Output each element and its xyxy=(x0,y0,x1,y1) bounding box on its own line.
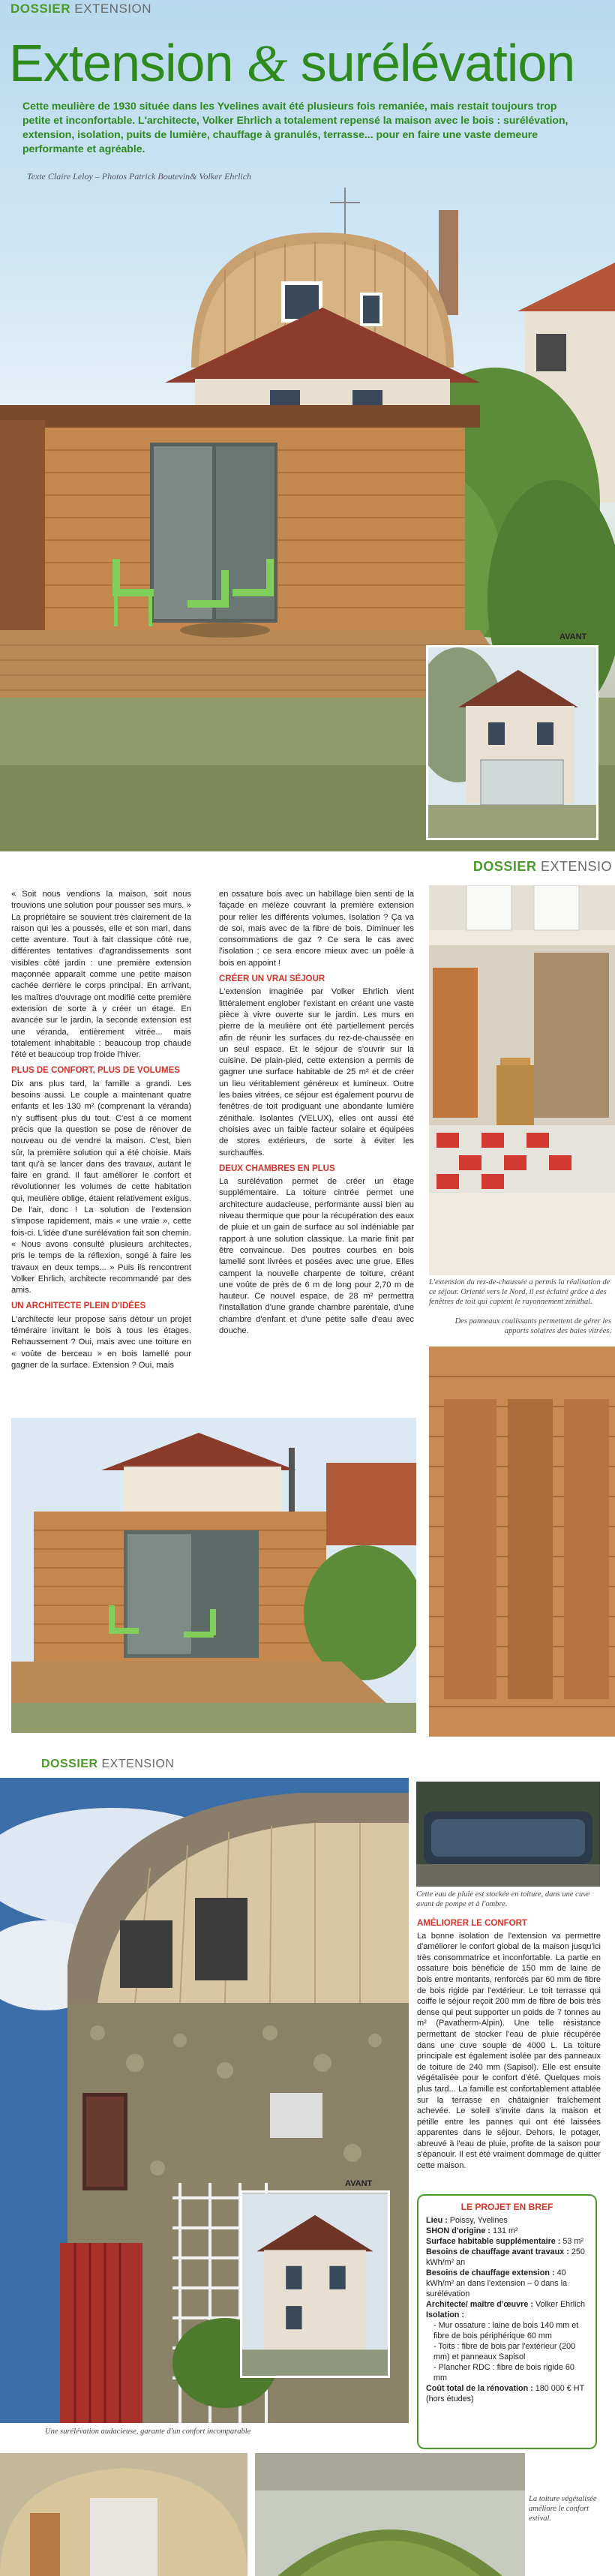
section-heading: UN ARCHITECTE PLEIN D'IDÉES xyxy=(11,1302,146,1311)
before-photo-inset-p3 xyxy=(240,2190,390,2378)
section-heading: PLUS DE CONFORT, PLUS DE VOLUMES xyxy=(11,1066,180,1076)
brief-row-label: Surface habitable supplémentaire : xyxy=(426,2237,561,2246)
section-heading: CRÉER UN VRAI SÉJOUR xyxy=(219,974,326,984)
brief-row-value: - Plancher RDC : fibre de bois rigide 60 mm xyxy=(434,2363,574,2382)
brief-row-value: 53 m² xyxy=(562,2237,584,2246)
section-tag-right: DOSSIER EXTENSIO xyxy=(472,859,612,874)
brief-row xyxy=(426,2320,588,2341)
article-paragraph: en ossature bois avec un habillage bien senti de la façade en mélèze couvrant la première extension pour relier les différents volumes. Isolation ? Ça va de soi, mais avec de la fibre de bois. Diminuer les consommations de gaz ? Ce sera le cas avec l'isolation ; ce sera encore mieux avec un poêle à bois en appoint ! xyxy=(219,890,414,968)
brief-row xyxy=(426,2299,588,2310)
caption-green-roof: La toiture végétalisée améliore le confort estival. xyxy=(529,2495,597,2523)
project-brief-box xyxy=(417,2194,597,2449)
page-2 xyxy=(0,851,615,1752)
comfort-section xyxy=(417,1918,601,2172)
article-title: Extension & surélévation xyxy=(9,34,575,93)
article-credits: Texte Claire Leloy – Photos Patrick Boutevin& Volker Ehrlich xyxy=(27,171,252,182)
photo-interior-living xyxy=(429,885,615,1275)
before-photo-inset xyxy=(426,645,598,840)
brief-row-value: 180 000 € HT (hors études) xyxy=(426,2384,584,2403)
brief-row-label: Isolation : xyxy=(426,2310,464,2319)
brief-row xyxy=(426,2310,588,2320)
article-paragraph: L'extension imaginée par Volker Ehrlich vient littéralement englober l'existant en créant une vaste pièce à vivre ouverte sur le jardin. Les murs en pierre de la meulière ont été partiellement percés afin de réunir les surfaces du rez-de-chaussée en un seul espace. Et le séjour de s'ouvrir sur la cuisine. De plain-pied, cette extension a permis de gagner une surface habitable de 25 m² et de créer un lieu véritablement généreux et lumineux. Outre les baies vitrées, ce séjour est également pourvu de fenêtres de toit prodiguant une abondante lumière zénithale. Isolantes (VELUX), elles ont aussi été choisies avec un faible facteur solaire et équipées de stores extérieurs, de sorte à éviter les surchauffes. xyxy=(219,987,414,1157)
page-3 xyxy=(0,1752,615,2576)
photo-extension-exterior xyxy=(11,1418,416,1733)
page-1 xyxy=(0,0,615,851)
brief-row xyxy=(426,2236,588,2247)
brief-row xyxy=(426,2383,588,2404)
brief-row-label: Architecte/ maître d'œuvre : xyxy=(426,2300,533,2309)
section-tag: DOSSIER EXTENSION xyxy=(41,1758,175,1770)
photo-bottom-interior xyxy=(0,2453,248,2576)
before-label-outer: AVANT xyxy=(560,632,587,641)
brief-row xyxy=(426,2226,588,2236)
article-lead: Cette meulière de 1930 située dans les Yvelines avait été plusieurs fois remaniée, mais restait toujours trop petite et inconfortable. L'architecte, Volker Ehrlich a totalement repensé la maison avec le bois : surélévation, extension, isolation, puits de lumière, chauffage à granulés, terrasse... pour en faire une vaste demeure performante et agréable. xyxy=(22,100,568,155)
photo-rainwater-tank xyxy=(416,1782,600,1887)
section-tag: DOSSIER EXTENSION xyxy=(10,2,152,16)
project-brief-rows xyxy=(426,2215,588,2404)
brief-row xyxy=(426,2341,588,2362)
article-paragraph: L'architecte leur propose sans détour un projet téméraire invitant le bois à tous les étages. Rehaussement ? Oui, mais avec une toiture en « voûte de berceau » en bois lamellé pour gagner de la surface. Extension ? Oui, mais xyxy=(11,1314,191,1370)
brief-row-value: 250 kWh/m² an xyxy=(426,2247,585,2267)
caption-tank: Cette eau de pluie est stockée en toiture, dans une cuve avant de pompe et à l'ombre. xyxy=(416,1890,590,1908)
photo-wood-cladding xyxy=(429,1347,615,1737)
project-brief-title: LE PROJET EN BREF xyxy=(460,2202,554,2212)
comfort-heading: AMÉLIORER LE CONFORT xyxy=(417,1919,527,1928)
brief-row xyxy=(426,2247,588,2268)
article-column-2 xyxy=(219,889,414,1340)
brief-row-value: - Toits : fibre de bois par l'extérieur (200 mm) et panneaux Sapisol xyxy=(434,2342,576,2361)
section-heading: DEUX CHAMBRES EN PLUS xyxy=(219,1163,335,1173)
comfort-text: La bonne isolation de l'extension va permettre d'améliorer le confort global de la maison jusqu'ici très consommatrice et inconfortable. La partie en ossature bois bénéficie de 150 mm de laine de bois entre montants, renforcés par 60 mm de fibre de bois rigide par l'extérieur. Le toit terrasse qui coiffe le séjour reçoit 200 mm de fibre de bois très dense qui peut supporter un poids de 7 tonnes au m² (Pavatherm-Alpin). Une telle résistance permettant de stocker l'eau de pluie récupérée dans une cuve souple de 4000 L. La toiture principale est également isolée par des panneaux de toiture de 240 mm (Sapisol). Elle est ensuite végétalisée pour le confort d'été. Quelques mois plus tard... La famille est confortablement attablée sur la terrasse en châtaignier fraîchement achevée. Le soleil s'invite dans la maison et pétille entre les pannes qui ont été laissées apparentes dans le séjour. Dehors, le potager, abreuvé à l'eau de pluie, profite de la saison pour s'épanouir. Il est été vraiment dommage de quitter cette maison. xyxy=(417,1931,601,2171)
article-column-1 xyxy=(11,889,191,1374)
brief-row xyxy=(426,2268,588,2299)
brief-row-value: Volker Ehrlich xyxy=(535,2300,585,2309)
brief-row xyxy=(426,2215,588,2226)
article-paragraph: « Soit nous vendions la maison, soit nous trouvions une solution pour pousser ses murs. » La propriétaire se souvient très clairement de la raison qui les a poussés, elle et son mari, dans cette aventure. Tout à fait classique côté rue, différentes tentatives d'agrandissements sont visibles côté jardin : une première extension maçonnée apparaît comme une petite maison cachée derrière le corps principal. En arrivant, les maîtres d'ouvrage ont modifié cette première extension de sorte à y créer un étage. En avancée sur le jardin, la seconde extension est une véranda, entièrement vitrée... mais totalement inhabitable : beaucoup trop chaude l'été et beaucoup trop froide l'hiver. xyxy=(11,890,191,1060)
before-house-illustration xyxy=(428,647,598,840)
brief-row-value: 131 m² xyxy=(492,2226,518,2235)
brief-row-label: Besoins de chauffage avant travaux : xyxy=(426,2247,569,2256)
article-paragraph: La surélévation permet de créer un étage supplémentaire. La toiture cintrée permet une architecture audacieuse, performante aussi bien au niveau thermique que pour la récupération des eaux de pluie et un gain de surface au sol indéniable par rapport à une solution classique. La marie finit par être convaincue. Des poutres courbes en bois lamellé sont livrées et posées avec une grue. Elles campent la nouvelle charpente de toiture, créant une voûte de près de 6 m de long pour 2,70 m de hauteur. Ce nouvel espace, de 28 m² permettra l'installation d'une grande chambre parentale, d'une chambre d'enfant et d'une petite salle d'eau avec douche. xyxy=(219,1177,414,1335)
brief-row-label: Coût total de la rénovation : xyxy=(426,2384,533,2393)
brief-row-value: - Mur ossature : laine de bois 140 mm et fibre de bois périphérique 60 mm xyxy=(434,2321,579,2340)
photo-green-roof xyxy=(255,2453,525,2576)
caption-interior: L'extension du rez-de-chaussée a permis la réalisation de ce séjour. Orienté vers le Nord, il est éclairé grâce à des fenêtres de toit qui captent le rayonnement zénithal. xyxy=(429,1278,610,1306)
before-label-p3: AVANT xyxy=(345,2179,373,2188)
brief-row-label: Besoins de chauffage extension : xyxy=(426,2268,555,2277)
brief-row-value: 40 kWh/m² an dans l'extension – 0 dans la surélévation xyxy=(426,2268,568,2298)
brief-row-label: SHON d'origine : xyxy=(426,2226,490,2235)
brief-row-label: Lieu : xyxy=(426,2216,448,2225)
article-paragraph: Dix ans plus tard, la famille a grandi. Les besoins aussi. Le couple a maintenant quatre enfants et les 130 m² (comprenant la véranda) n'y suffisent plus du tout. C'est à ce moment précis que la question se pose de rénover de nouveau ou de vendre la maison. C'est, bien sûr, la première solution qui a été choisie. Mais tant qu'à se lancer dans des travaux, autant le faire en grand. Il faut améliorer le confort et révolutionner les volumes de cette habitation qui, meulière oblige, étaient relativement exigus. De l'air, donc ! La solution de l'extension s'impose rapidement, mais « une vraie », cette fois-ci. L'idée d'une surélévation fait son chemin. « Nous avons consulté plusieurs architectes, pris le temps de la réflexion, songé à faire les travaux en deux temps... » Puis ils rencontrent Volker Ehrlich, architecte recommandé par des amis. xyxy=(11,1079,191,1296)
caption-sliding-panels: Des panneaux coulissants permettent de gérer les apports solaires des baies vitrées. xyxy=(454,1317,611,1335)
caption-facade: Une surélévation audacieuse, garante d'un confort incomparable xyxy=(45,2427,251,2436)
brief-row xyxy=(426,2362,588,2383)
brief-row-value: Poissy, Yvelines xyxy=(449,2216,508,2225)
